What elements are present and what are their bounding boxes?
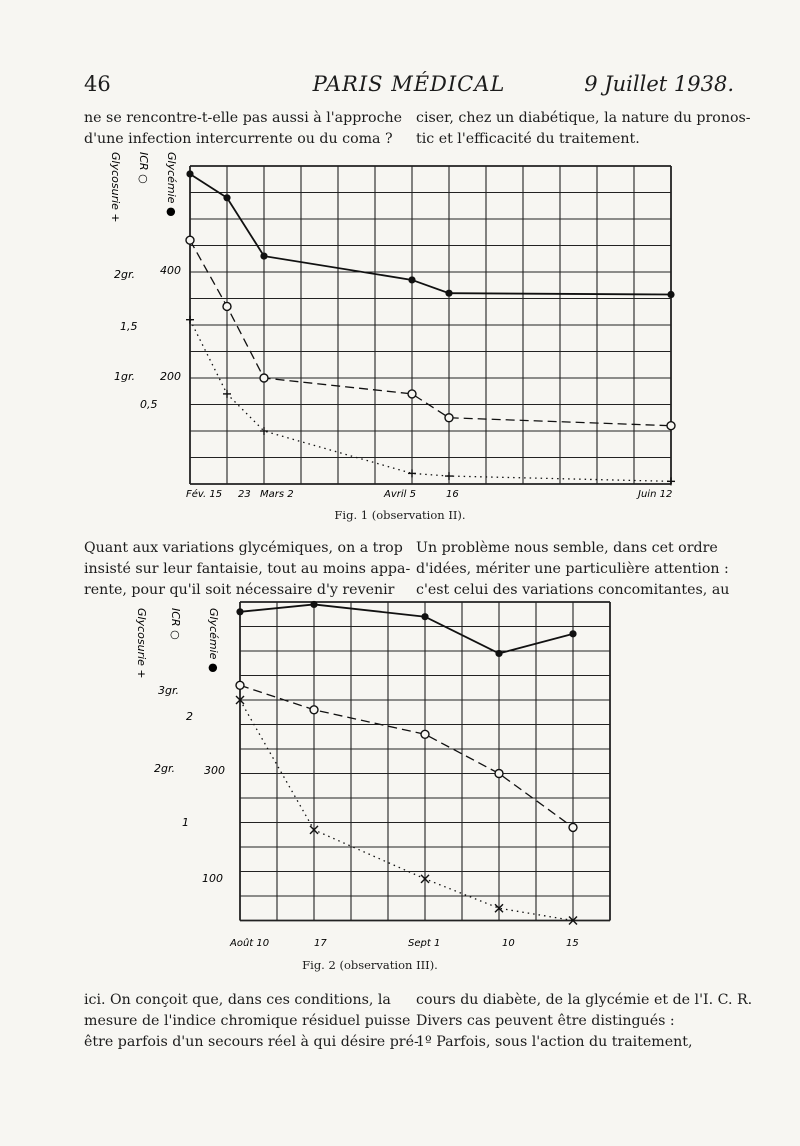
data-point-glycemie [569, 630, 576, 637]
text-line: 1º Parfois, sous l'action du traitement, [416, 1034, 693, 1050]
legend-glycosurie: Glycosurie + [135, 608, 148, 679]
data-point-glycosurie [445, 472, 453, 480]
data-point-glycosurie [223, 390, 231, 398]
x-tick-label: Fév. 15 [186, 489, 223, 500]
x-tick-label: 10 [502, 938, 515, 949]
scale-label-left: 1,5 [120, 320, 138, 333]
figure-1-caption: Fig. 1 (observation II). [334, 508, 466, 522]
legend-icr: ICR ○ [137, 152, 150, 184]
figure-2-grid [240, 602, 610, 921]
data-point-glycemie [667, 291, 674, 298]
figure-2-chart [130, 600, 630, 955]
data-point-glycemie [310, 601, 317, 608]
data-point-icr [310, 706, 318, 714]
data-point-glycemie [445, 290, 452, 297]
data-point-icr [445, 414, 453, 422]
x-tick-label: Août 10 [230, 938, 270, 949]
journal-title: PARIS MÉDICAL [312, 72, 506, 96]
text-line: tic et l'efficacité du traitement. [416, 131, 640, 147]
text-line: être parfois d'un secours réel à qui désire pré- [84, 1034, 419, 1050]
data-point-glycemie [223, 194, 230, 201]
figure-2-caption: Fig. 2 (observation III). [302, 958, 438, 972]
data-point-glycemie [408, 276, 415, 283]
text-line: Quant aux variations glycémiques, on a trop [84, 540, 403, 556]
data-point-icr [408, 390, 416, 398]
x-tick-label: 17 [314, 938, 327, 949]
text-line: ciser, chez un diabétique, la nature du pronos- [416, 110, 751, 126]
series-line-glycosurie [240, 700, 573, 921]
page-header [84, 72, 734, 102]
scale-label-right: 100 [202, 872, 223, 885]
data-point-icr [569, 823, 577, 831]
text-line: d'une infection intercurrente ou du coma ? [84, 131, 393, 147]
text-line: ici. On conçoit que, dans ces conditions, la [84, 992, 391, 1008]
x-tick-label: 23 [238, 489, 251, 500]
text-line: cours du diabète, de la glycémie et de l'I. C. R. [416, 992, 753, 1008]
series-line-icr [190, 240, 671, 426]
text-line: mesure de l'indice chromique résiduel puisse [84, 1013, 411, 1029]
data-point-glycemie [260, 253, 267, 260]
scale-label-left: 2gr. [114, 268, 135, 281]
text-line: rente, pour qu'il soit nécessaire d'y revenir [84, 582, 395, 598]
data-point-icr [421, 730, 429, 738]
issue-date: 9 Juillet 1938. [584, 72, 734, 96]
text-line: insisté sur leur fantaisie, tout au moins appa- [84, 561, 411, 577]
text-line: d'idées, mériter une particulière attention : [416, 561, 729, 577]
scale-label-left: 1 [182, 816, 189, 829]
legend-glycemie: Glycémie ● [207, 608, 220, 673]
scale-label-right: 400 [160, 264, 181, 277]
figure-1-series [186, 170, 675, 485]
text-line: Un problème nous semble, dans cet ordre [416, 540, 718, 556]
data-point-glycosurie [408, 469, 416, 477]
text-mid-left [84, 538, 411, 601]
page-number: 46 [84, 72, 111, 96]
text-mid-right [416, 538, 732, 601]
x-tick-label: Mars 2 [260, 489, 294, 500]
legend-glycemie: Glycémie ● [165, 152, 178, 217]
data-point-glycemie [495, 650, 502, 657]
x-tick-label: Juin 12 [638, 489, 673, 500]
scale-label-left: 0,5 [140, 398, 158, 411]
data-point-glycosurie [260, 427, 268, 435]
x-tick-label: Sept 1 [408, 938, 441, 949]
scale-label-right: 200 [160, 370, 181, 383]
text-line: c'est celui des variations concomitantes, au [416, 582, 730, 598]
scale-label-left: 2 [186, 710, 193, 723]
scale-label-left: 1gr. [114, 370, 135, 383]
legend-icr: ICR ○ [169, 608, 182, 640]
data-point-icr [260, 374, 268, 382]
data-point-icr [223, 302, 231, 310]
figure-2-series [236, 601, 577, 925]
series-line-icr [240, 685, 573, 827]
text-bottom-left [84, 990, 419, 1053]
data-point-icr [186, 236, 194, 244]
x-tick-label: 16 [446, 489, 459, 500]
x-tick-label: 15 [566, 938, 579, 949]
text-bottom-right [416, 990, 753, 1053]
data-point-icr [495, 770, 503, 778]
data-point-glycemie [236, 608, 243, 615]
figure-1-grid [190, 166, 671, 484]
scale-label-left: 2gr. [154, 762, 175, 775]
data-point-icr [667, 422, 675, 430]
data-point-glycemie [186, 170, 193, 177]
data-point-glycemie [421, 613, 428, 620]
x-tick-label: Avril 5 [384, 489, 416, 500]
data-point-glycosurie [186, 316, 194, 324]
text-line: ne se rencontre-t-elle pas aussi à l'approche [84, 110, 403, 126]
scale-label-right: 300 [204, 764, 225, 777]
data-point-icr [236, 681, 244, 689]
text-line: Divers cas peuvent être distingués : [416, 1013, 675, 1029]
series-line-glycémie [240, 604, 573, 653]
figure-1-chart [100, 140, 690, 510]
scale-label-left: 3gr. [158, 684, 179, 697]
legend-glycosurie: Glycosurie + [109, 152, 122, 223]
